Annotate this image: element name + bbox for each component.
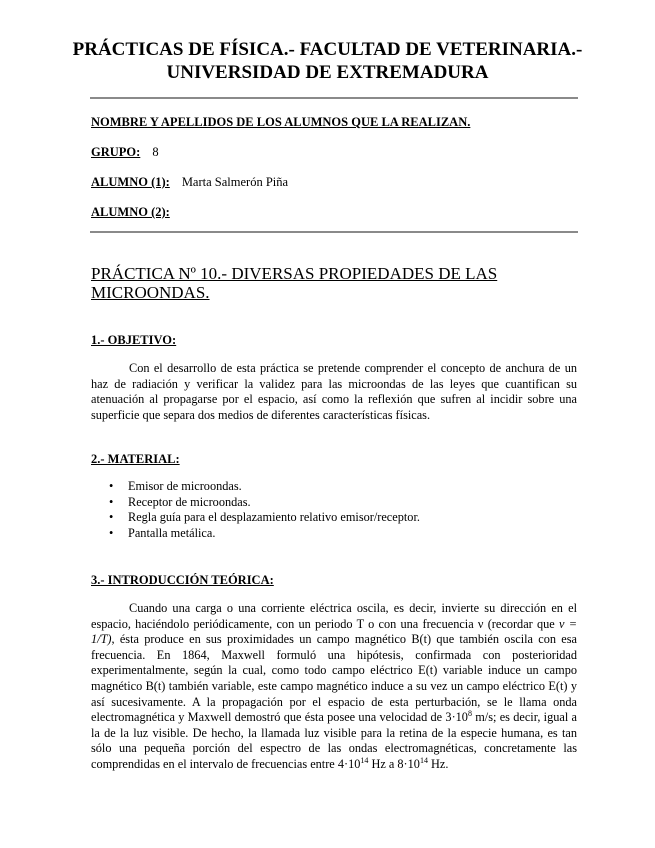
- list-item: • Regla guía para el desplazamiento relativo emisor/receptor.: [91, 510, 420, 526]
- exponent: 14: [360, 755, 369, 765]
- intro-heading: 3.- INTRODUCCIÓN TEÓRICA:: [91, 573, 274, 587]
- student2-label: ALUMNO (2):: [91, 205, 170, 219]
- student1-label: ALUMNO (1):: [91, 175, 170, 189]
- intro-text-part: , ésta produce en sus proximidades un campo magnético B(t) que también oscila con esa frecuencia. En 1864, Maxwell formuló una hipótesis, confirmada con posterioridad experimentalmente, según la cual, como todo campo eléctrico E(t) variable induce un campo magnético B(t) también variable, este campo magnético induce a su vez un campo eléctrico E(t) y así sucesivamente. A la propagación por el espacio de esta perturbación, se le llama onda electromagnética y Maxwell demostró que ésta posee una velocidad de 3·10: [91, 632, 577, 725]
- exponent: 14: [419, 755, 428, 765]
- group-value: 8: [152, 145, 159, 159]
- student1-value: Marta Salmerón Piña: [181, 175, 289, 189]
- practice-title: PRÁCTICA Nº 10.- DIVERSAS PROPIEDADES DE LAS MICROONDAS.: [91, 264, 498, 302]
- student2-line: [91, 205, 170, 220]
- divider-bottom: [90, 231, 578, 233]
- divider-top: [90, 97, 578, 99]
- document-title: PRÁCTICAS DE FÍSICA.- FACULTAD DE VETERINARIA.- UNIVERSIDAD DE EXTREMADURA: [72, 39, 583, 83]
- student1-line: [91, 175, 288, 190]
- group-label: GRUPO:: [91, 145, 141, 159]
- intro-text-part: Hz.: [427, 756, 449, 771]
- intro-text-part: Hz a 8·10: [368, 756, 420, 771]
- intro-text: [91, 601, 577, 773]
- exponent: 8: [467, 709, 472, 719]
- list-item: • Emisor de microondas.: [91, 479, 420, 495]
- intro-text-part: Cuando una carga o una corriente eléctrica oscila, es decir, invierte su dirección en el espacio, haciéndolo periódicamente, con un periodo T o con una frecuencia ν (recordar que: [91, 601, 577, 631]
- group-line: [91, 145, 159, 160]
- list-item: • Receptor de microondas.: [91, 495, 420, 511]
- material-heading: 2.- MATERIAL:: [91, 452, 180, 466]
- intro-formula: ν = 1/T): [91, 616, 577, 647]
- intro-text-part: m/s; es decir, igual a la de la luz visible. De hecho, la llamada luz visible para la retina de la especie humana, es tan sólo una pequeña porción del espectro de las ondas electromagnéticas, concretamente las comprendidas en el intervalo de frecuencias entre 4·10: [91, 710, 577, 771]
- list-item: • Pantalla metálica.: [91, 526, 420, 542]
- students-heading: NOMBRE Y APELLIDOS DE LOS ALUMNOS QUE LA REALIZAN.: [91, 115, 471, 129]
- objective-heading: 1.- OBJETIVO:: [91, 333, 177, 347]
- objective-text: Con el desarrollo de esta práctica se pretende comprender el concepto de anchura de un haz de radiación y verificar la validez para las microondas de las leyes que cuantifican su atenuación al propagarse por el espacio, así como la reflexión que sufren al incidir sobre una superficie que separa dos medios de diferentes características físicas.: [91, 361, 577, 422]
- material-list: [91, 479, 420, 541]
